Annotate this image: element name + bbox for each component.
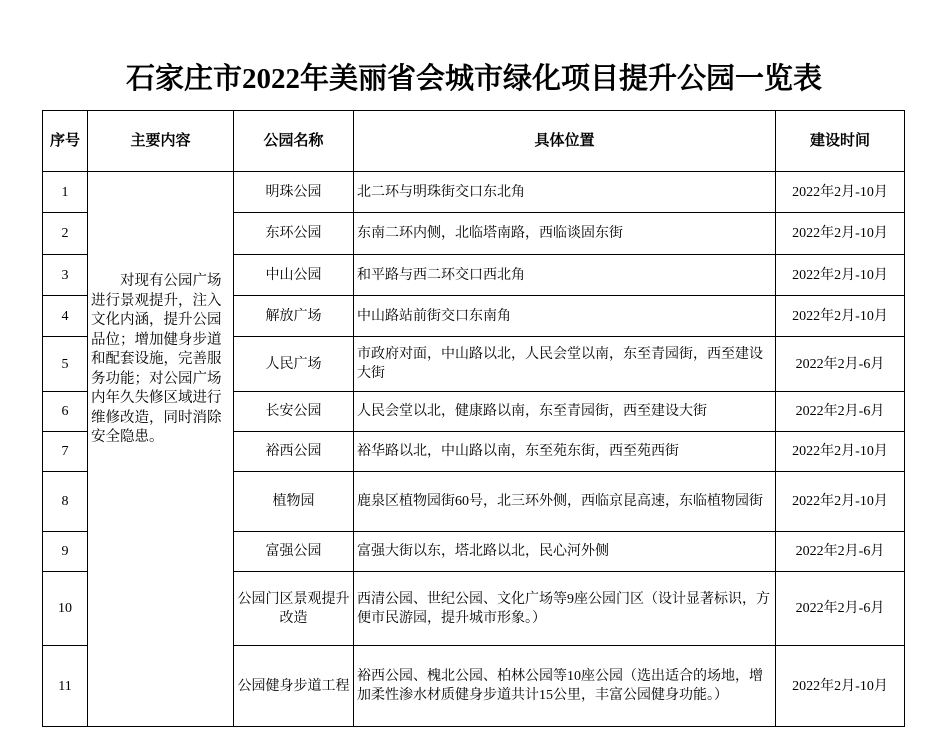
park-name: 富强公园 xyxy=(234,532,354,572)
park-location: 中山路站前街交口东南角 xyxy=(354,296,776,337)
park-location: 裕华路以北，中山路以南，东至苑东街，西至苑西街 xyxy=(354,432,776,472)
park-name: 公园门区景观提升改造 xyxy=(234,572,354,646)
table-row xyxy=(43,172,905,213)
row-number: 7 xyxy=(43,432,88,472)
park-location: 人民会堂以北，健康路以南，东至青园街，西至建设大街 xyxy=(354,392,776,432)
header-no: 序号 xyxy=(43,111,88,172)
header-location: 具体位置 xyxy=(354,111,776,172)
construction-time: 2022年2月-10月 xyxy=(776,296,905,337)
row-number: 11 xyxy=(43,646,88,727)
park-location: 东南二环内侧，北临塔南路，西临谈固东街 xyxy=(354,213,776,255)
header-main-content: 主要内容 xyxy=(88,111,234,172)
park-name: 东环公园 xyxy=(234,213,354,255)
row-number: 4 xyxy=(43,296,88,337)
row-number: 6 xyxy=(43,392,88,432)
parks-table xyxy=(42,110,905,727)
construction-time: 2022年2月-10月 xyxy=(776,255,905,296)
header-time: 建设时间 xyxy=(776,111,905,172)
park-location: 富强大街以东，塔北路以北，民心河外侧 xyxy=(354,532,776,572)
row-number: 10 xyxy=(43,572,88,646)
park-name: 植物园 xyxy=(234,472,354,532)
construction-time: 2022年2月-6月 xyxy=(776,392,905,432)
main-content-cell: 对现有公园广场进行景观提升，注入文化内涵，提升公园品位；增加健身步道和配套设施，完善服务功能；对公园广场内年久失修区域进行维修改造，同时消除安全隐患。 xyxy=(88,172,234,727)
park-name: 明珠公园 xyxy=(234,172,354,213)
park-name: 解放广场 xyxy=(234,296,354,337)
header-park-name: 公园名称 xyxy=(234,111,354,172)
construction-time: 2022年2月-6月 xyxy=(776,337,905,392)
park-location: 市政府对面，中山路以北，人民会堂以南，东至青园街，西至建设大街 xyxy=(354,337,776,392)
construction-time: 2022年2月-10月 xyxy=(776,213,905,255)
park-name: 中山公园 xyxy=(234,255,354,296)
row-number: 8 xyxy=(43,472,88,532)
construction-time: 2022年2月-6月 xyxy=(776,532,905,572)
park-location: 鹿泉区植物园街60号，北三环外侧，西临京昆高速，东临植物园街 xyxy=(354,472,776,532)
park-name: 长安公园 xyxy=(234,392,354,432)
row-number: 2 xyxy=(43,213,88,255)
table-header-row xyxy=(43,111,905,172)
construction-time: 2022年2月-6月 xyxy=(776,572,905,646)
document-title: 石家庄市2022年美丽省会城市绿化项目提升公园一览表 xyxy=(125,63,822,95)
construction-time: 2022年2月-10月 xyxy=(776,432,905,472)
row-number: 9 xyxy=(43,532,88,572)
park-name: 公园健身步道工程 xyxy=(234,646,354,727)
construction-time: 2022年2月-10月 xyxy=(776,646,905,727)
construction-time: 2022年2月-10月 xyxy=(776,472,905,532)
park-location: 北二环与明珠街交口东北角 xyxy=(354,172,776,213)
park-location: 西清公园、世纪公园、文化广场等9座公园门区（设计显著标识，方便市民游园，提升城市形象。） xyxy=(354,572,776,646)
row-number: 5 xyxy=(43,337,88,392)
park-name: 人民广场 xyxy=(234,337,354,392)
park-name: 裕西公园 xyxy=(234,432,354,472)
park-location: 裕西公园、槐北公园、柏林公园等10座公园（选出适合的场地，增加柔性渗水材质健身步道共计15公里，丰富公园健身功能。） xyxy=(354,646,776,727)
park-location: 和平路与西二环交口西北角 xyxy=(354,255,776,296)
row-number: 1 xyxy=(43,172,88,213)
construction-time: 2022年2月-10月 xyxy=(776,172,905,213)
row-number: 3 xyxy=(43,255,88,296)
